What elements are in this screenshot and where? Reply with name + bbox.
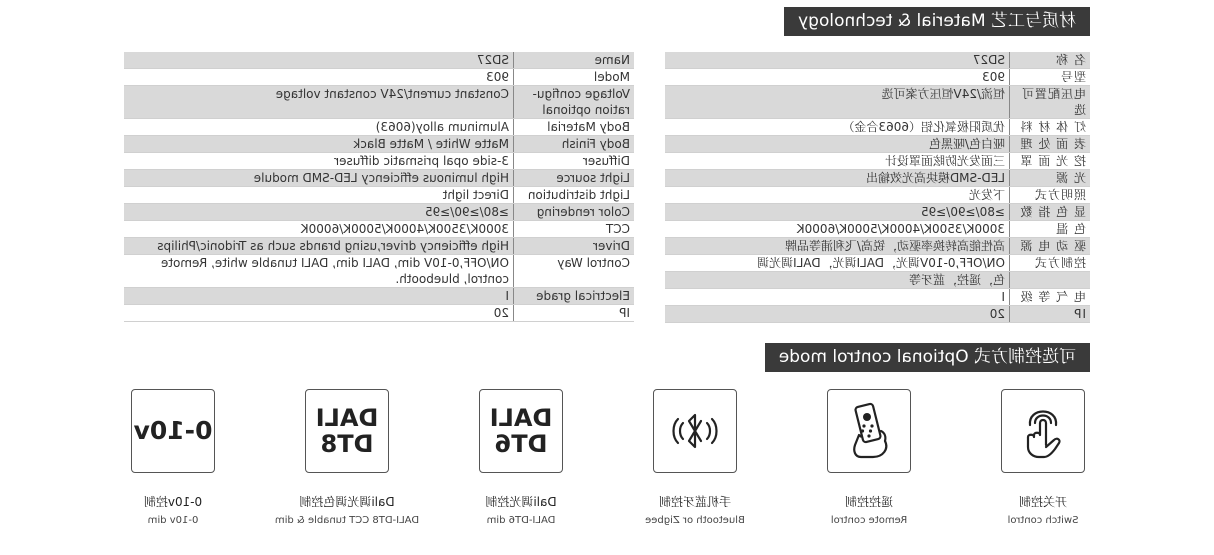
en-spec-label: Driver — [514, 238, 635, 255]
cn-spec-value: 20 — [665, 306, 1010, 323]
remote-control-icon — [827, 389, 911, 473]
cn-spec-label: IP — [1010, 306, 1091, 323]
control-mode-cn-label: 手机蓝牙控制 — [659, 495, 732, 509]
en-spec-row — [124, 69, 634, 86]
cn-spec-label: 灯 体 材 料 — [1010, 119, 1091, 136]
control-mode-en-label: Switch control — [1007, 515, 1079, 526]
control-mode-cn-label: 0-10v控制 — [143, 495, 203, 509]
en-spec-label: Name — [514, 52, 635, 69]
en-spec-value: 20 — [124, 305, 514, 322]
cn-spec-value: 三面发光防眩面罩设计 — [665, 153, 1010, 170]
en-spec-value: SD27 — [124, 52, 514, 69]
cn-spec-value: LED-SMD模块高光效输出 — [665, 170, 1010, 187]
en-spec-label: Body Material — [514, 119, 635, 136]
en-spec-label: Color rendering — [514, 204, 635, 221]
control-mode-en-label: 0-10v dim — [147, 515, 199, 526]
tile-label: 0-10v — [133, 416, 213, 445]
en-spec-value: Constant current/24V constant voltage — [124, 86, 514, 119]
cn-spec-label: 电压配置可选 — [1010, 86, 1091, 119]
cn-spec-row — [665, 272, 1090, 289]
dali-dt8-icon — [305, 389, 389, 473]
cn-spec-value: SD27 — [665, 52, 1010, 69]
cn-spec-label: 控制方式 — [1010, 255, 1091, 272]
en-spec-label: Electrical grade — [514, 288, 635, 305]
en-spec-value: ≥80/≥90/≥95 — [124, 204, 514, 221]
cn-spec-label — [1010, 272, 1091, 289]
0-10v-icon — [131, 389, 215, 473]
en-spec-value: High luminous efficiency LED-SMD module — [124, 170, 514, 187]
hand-touch-icon — [1001, 389, 1085, 473]
dali-dt6-icon — [479, 389, 563, 473]
en-spec-value: High efficiency driver,using brands such as Tridonic/Philips — [124, 238, 514, 255]
cn-spec-value: 色，遥控，蓝牙等 — [665, 272, 1010, 289]
en-spec-label: Light source — [514, 170, 635, 187]
en-spec-label: Body Finish — [514, 136, 635, 153]
en-spec-label: Voltage configu- ration optional — [514, 86, 635, 119]
en-spec-label: Diffuser — [514, 153, 635, 170]
en-spec-row — [124, 52, 634, 69]
cn-spec-row — [665, 187, 1090, 204]
cn-spec-row — [665, 153, 1090, 170]
en-spec-label: Light distribution — [514, 187, 635, 204]
en-spec-row — [124, 238, 634, 255]
en-spec-value: I — [124, 288, 514, 305]
en-spec-row — [124, 170, 634, 187]
control-mode-cn-label: 开关控制 — [1019, 495, 1068, 509]
en-spec-value: 3-side opal prismatic diffuser — [124, 153, 514, 170]
cn-spec-value: I — [665, 289, 1010, 306]
en-spec-row — [124, 255, 634, 288]
cn-spec-value: 恒流/24V恒压方案可选 — [665, 86, 1010, 119]
cn-spec-row — [665, 69, 1090, 86]
bluetooth-icon — [653, 389, 737, 473]
cn-spec-label: 光 源 — [1010, 170, 1091, 187]
en-spec-label: Control Way — [514, 255, 635, 288]
en-spec-row — [124, 153, 634, 170]
cn-spec-value: 高性能高转换率驱动，锐高/飞利浦等品牌 — [665, 238, 1010, 255]
en-spec-value: 903 — [124, 69, 514, 86]
en-spec-row — [124, 187, 634, 204]
cn-spec-label: 色 温 — [1010, 221, 1091, 238]
cn-spec-value: ≥80/≥90/≥95 — [665, 204, 1010, 221]
control-mode-en-label: DALI-DT8 CCT tunable & dim — [274, 515, 420, 526]
en-spec-row — [124, 305, 634, 322]
cn-spec-row — [665, 238, 1090, 255]
en-spec-label: IP — [514, 305, 635, 322]
en-spec-table — [124, 52, 634, 322]
en-spec-row — [124, 86, 634, 119]
control-mode-list — [0, 389, 1214, 549]
cn-spec-row — [665, 221, 1090, 238]
cn-spec-label: 名 称 — [1010, 52, 1091, 69]
en-spec-label: CCT — [514, 221, 635, 238]
cn-spec-value: 下发光 — [665, 187, 1010, 204]
cn-spec-row — [665, 289, 1090, 306]
en-spec-row — [124, 136, 634, 153]
control-mode-cn-label: Dali调光控制 — [485, 495, 557, 509]
cn-spec-row — [665, 52, 1090, 69]
en-spec-row — [124, 288, 634, 305]
cn-spec-value: 903 — [665, 69, 1010, 86]
cn-spec-row — [665, 86, 1090, 119]
control-section-title: 可选控制方式 Optional control mode — [765, 343, 1090, 372]
cn-spec-table — [665, 52, 1090, 323]
control-mode-cn-label: 遥控控制 — [845, 495, 894, 509]
cn-spec-row — [665, 204, 1090, 221]
tile-label: DALI DT8 — [315, 404, 379, 458]
cn-spec-value: 哑白色/哑黑色 — [665, 136, 1010, 153]
cn-spec-label: 型号 — [1010, 69, 1091, 86]
en-spec-value: Matte White / Matte Black — [124, 136, 514, 153]
cn-spec-row — [665, 306, 1090, 323]
cn-spec-row — [665, 170, 1090, 187]
cn-spec-value: 3000K/3500K/4000K/5000K/6000K — [665, 221, 1010, 238]
control-mode-en-label: DALI-DT6 dim — [486, 515, 556, 526]
en-spec-row — [124, 204, 634, 221]
cn-spec-label: 电 气 等 级 — [1010, 289, 1091, 306]
cn-spec-label: 表 面 处 理 — [1010, 136, 1091, 153]
control-mode-cn-label: Dali调光调色控制 — [299, 495, 395, 509]
cn-spec-row — [665, 136, 1090, 153]
cn-spec-row — [665, 255, 1090, 272]
cn-spec-value: ON/OFF,0-10V调光，DALI调光，DALI调光调 — [665, 255, 1010, 272]
en-spec-row — [124, 119, 634, 136]
material-section-title: 材质与工艺 Material & technology — [784, 7, 1090, 36]
cn-spec-label: 照明方式 — [1010, 187, 1091, 204]
cn-spec-value: 优质阳极氧化铝（6063合金） — [665, 119, 1010, 136]
control-mode-en-label: Remote control — [830, 515, 908, 526]
control-mode-en-label: Bluetooth or Zigbee — [645, 515, 745, 526]
cn-spec-label: 驱 动 电 源 — [1010, 238, 1091, 255]
en-spec-value: Direct light — [124, 187, 514, 204]
en-spec-row — [124, 221, 634, 238]
en-spec-value: 3000K/3500K/4000K/5000K/6000K — [124, 221, 514, 238]
cn-spec-row — [665, 119, 1090, 136]
en-spec-value: Aluminum alloy(6063) — [124, 119, 514, 136]
cn-spec-label: 显 色 指 数 — [1010, 204, 1091, 221]
tile-label: DALI DT6 — [489, 404, 553, 458]
cn-spec-label: 挖 光 面 罩 — [1010, 153, 1091, 170]
en-spec-label: Model — [514, 69, 635, 86]
en-spec-value: ON/OFF,0-10V dim, DALI dim, DALI tunable white, Remote control, bluebooth. — [124, 255, 514, 288]
